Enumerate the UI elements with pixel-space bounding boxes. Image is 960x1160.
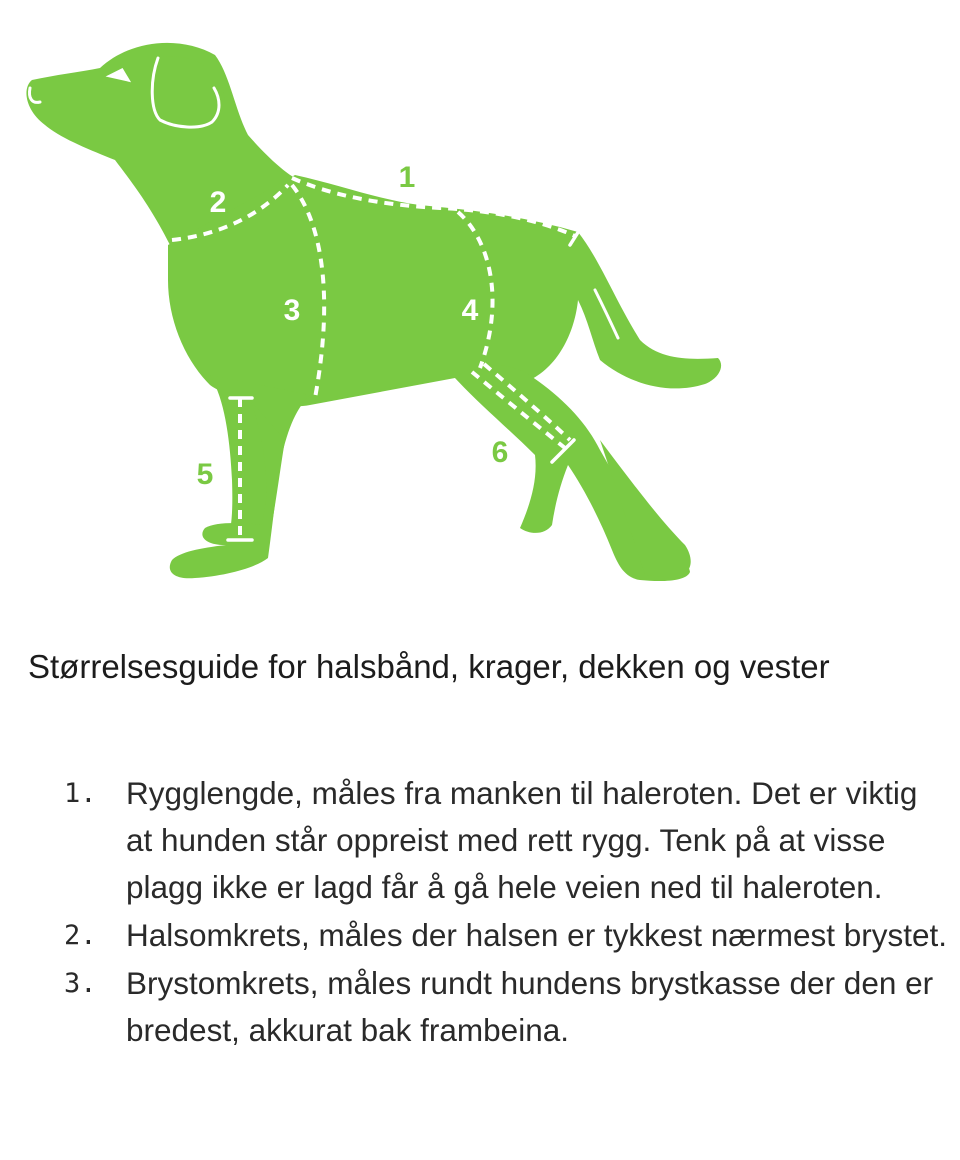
list-item: [0, 770, 960, 911]
measure-label-1: 1: [398, 161, 416, 194]
measurement-list: [0, 770, 960, 1055]
list-item-text: Brystomkrets, måles rundt hundens brystkasse der den er bredest, akkurat bak frambeina.: [126, 965, 934, 1048]
measure-label-3: 3: [283, 294, 301, 327]
measure-label-2: 2: [209, 186, 227, 219]
list-item-text: Rygglengde, måles fra manken til haleroten. Det er viktig at hunden står oppreist med rett rygg. Tenk på at visse plagg ikke er lagd får å gå hele veien ned til haleroten.: [126, 775, 918, 905]
list-marker: 1.: [64, 778, 97, 809]
list-item-text: Halsomkrets, måles der halsen er tykkest nærmest brystet.: [126, 917, 948, 953]
list-item: [0, 912, 960, 959]
page-title: Størrelsesguide for halsbånd, krager, dekken og vester: [28, 648, 830, 685]
measure-label-5: 5: [196, 458, 214, 491]
list-marker: 2.: [64, 920, 97, 951]
list-item: [0, 960, 960, 1054]
measure-label-4: 4: [461, 294, 479, 327]
list-marker: 3.: [64, 968, 97, 999]
measure-label-6: 6: [491, 436, 509, 469]
